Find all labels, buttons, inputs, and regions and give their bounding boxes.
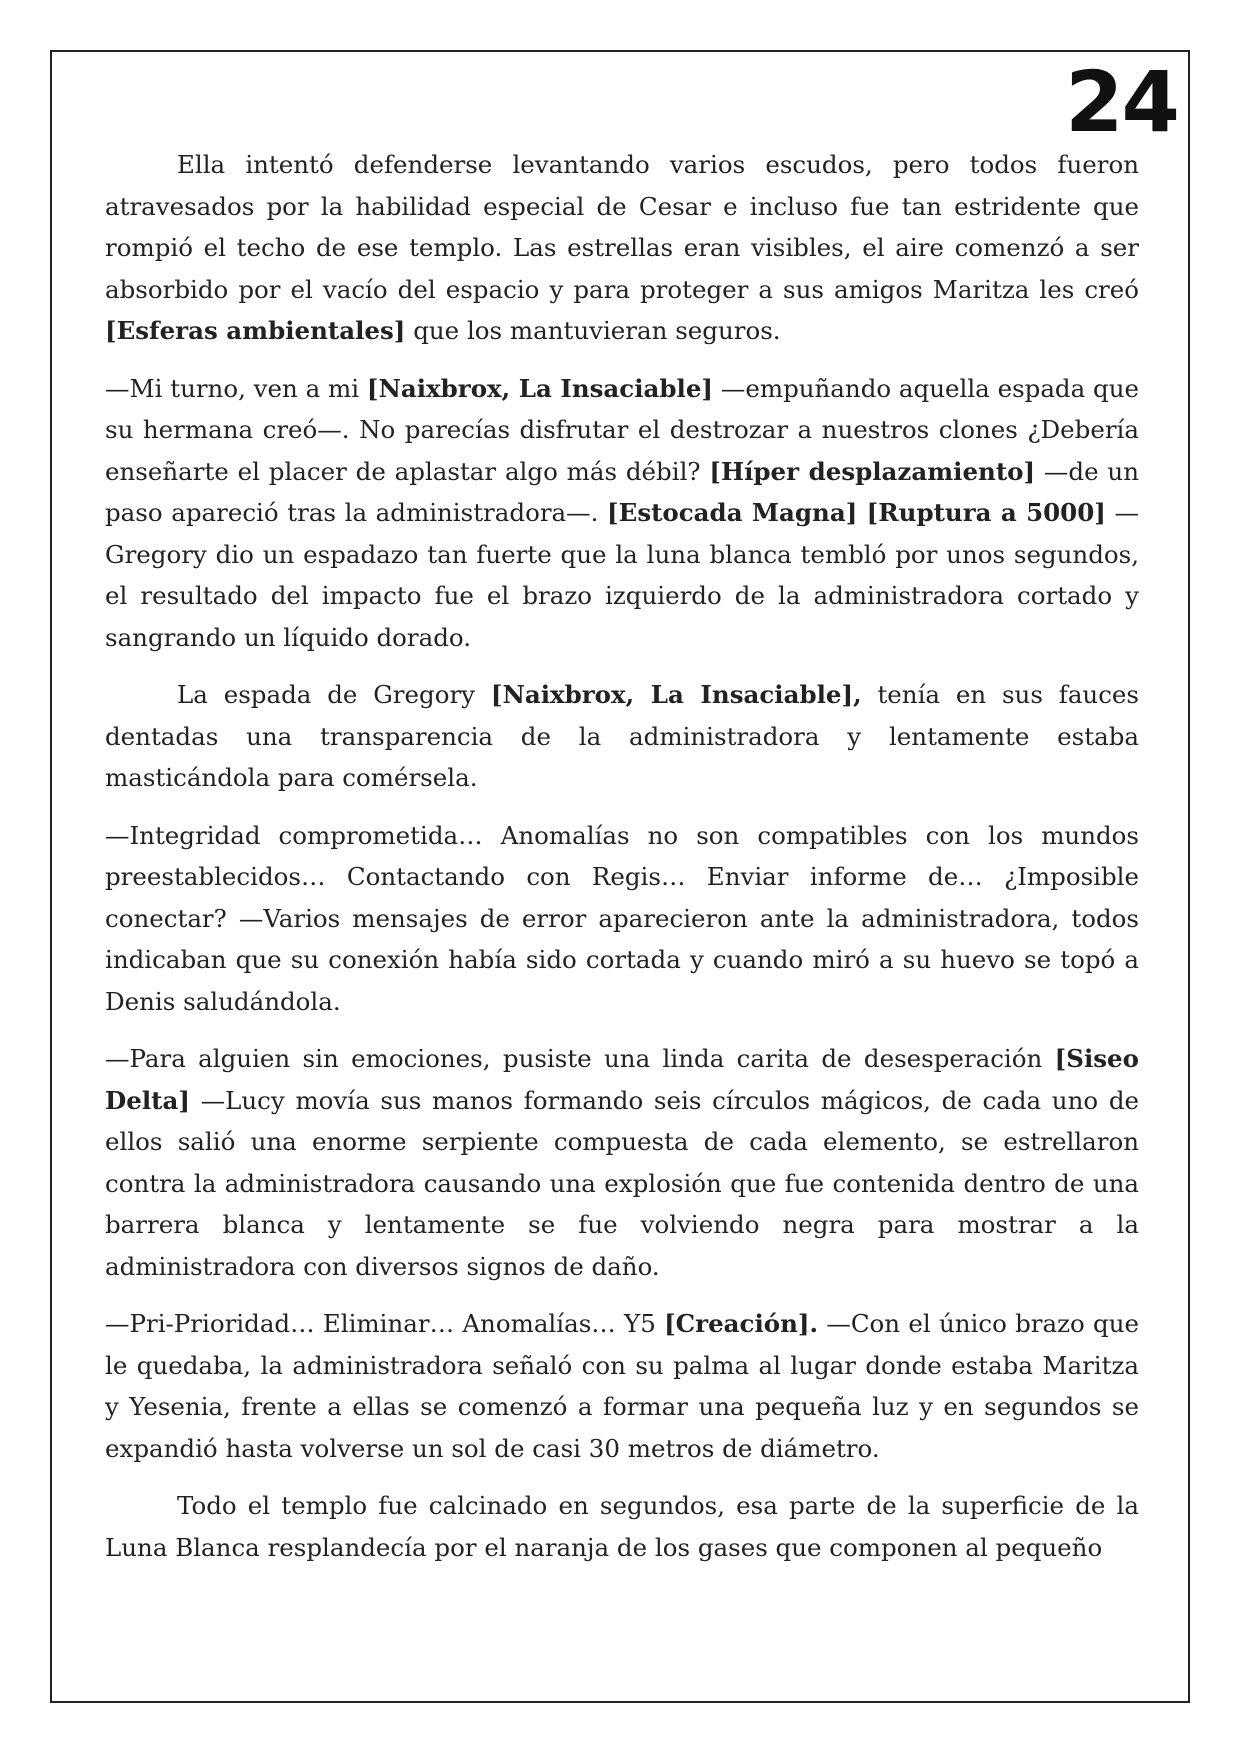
text-run: —Pri-Prioridad… Eliminar… Anomalías… Y5 — [105, 1309, 665, 1338]
text-run: —Lucy movía sus manos formando seis círculos mágicos, de cada uno de ellos salió una enorme serpiente compuesta de cada elemento, se estrellaron contra la administradora causando una explosión que fue contenida dentro de una barrera blanca y lentamente se fue volviendo negra para mostrar a la administradora con diversos signos de daño. — [105, 1085, 1139, 1281]
bold-term: [Estocada Magna] [Ruptura a 5000] — [607, 498, 1106, 527]
bold-term: [Siseo Delta] — [105, 1044, 1139, 1115]
text-run: —Gregory dio un espadazo tan fuerte que la luna blanca tembló por unos segundos, el resultado del impacto fue el brazo izquierdo de la administradora cortado y sangrando un líquido dorado. — [105, 498, 1139, 652]
text-run: —Con el único brazo que le quedaba, la administradora señaló con su palma al lugar donde estaba Maritza y Yesenia, frente a ellas se comenzó a formar una pequeña luz y en segundos se expandió hasta volverse un sol de casi 30 metros de diámetro. — [105, 1309, 1139, 1463]
bold-term: [Creación]. — [664, 1309, 819, 1338]
paragraph — [105, 1485, 1139, 1568]
text-run: Ella intentó defenderse levantando varios escudos, pero todos fueron atravesados por la habilidad especial de Cesar e incluso fue tan estridente que rompió el techo de ese templo. Las estrellas eran visibles, el aire comenzó a ser absorbido por el vacío del espacio y para proteger a sus amigos Maritza les creó — [105, 150, 1139, 304]
paragraph — [105, 815, 1139, 1023]
text-run: tenía en sus fauces dentadas una transparencia de la administradora y lentamente estaba masticándola para comérsela. — [105, 680, 1139, 792]
text-run: —Mi turno, ven a mi — [105, 373, 367, 403]
page-number: 24 — [1065, 53, 1178, 151]
text-run: —Para alguien sin emociones, pusiste una linda carita de desesperación — [105, 1044, 1055, 1073]
text-run: La espada de Gregory — [177, 680, 491, 709]
text-run: —de un paso apareció tras la administradora—. — [105, 456, 1139, 527]
paragraph — [105, 1038, 1139, 1287]
paragraph — [105, 368, 1139, 659]
body-text — [105, 144, 1139, 1584]
text-run: que los mantuvieran seguros. — [405, 316, 781, 345]
bold-term: [Naixbrox, La Insaciable] — [366, 373, 714, 403]
bold-term: [Naixbrox, La Insaciable], — [490, 680, 862, 709]
text-run: Todo el templo fue calcinado en segundos, esa parte de la superficie de la Luna Blanca resplandecía por el naranja de los gases que componen al pequeño — [105, 1491, 1139, 1562]
paragraph — [105, 144, 1139, 352]
paragraph — [105, 674, 1139, 799]
text-run: —Integridad comprometida… Anomalías no son compatibles con los mundos preestablecidos… Contactando con Regis… Enviar informe de… ¿Imposible conectar? —Varios mensajes de error aparecieron ante la administradora, todos indicaban que su conexión había sido cortada y cuando miró a su huevo se topó a Denis saludándola. — [105, 820, 1139, 1016]
bold-term: [Esferas ambientales] — [105, 316, 406, 345]
bold-term: [Híper desplazamiento] — [709, 456, 1036, 486]
paragraph — [105, 1303, 1139, 1469]
text-run: —empuñando aquella espada que su hermana creó—. No parecías disfrutar el destrozar a nuestros clones ¿Debería enseñarte el placer de aplastar algo más débil? — [105, 373, 1139, 486]
